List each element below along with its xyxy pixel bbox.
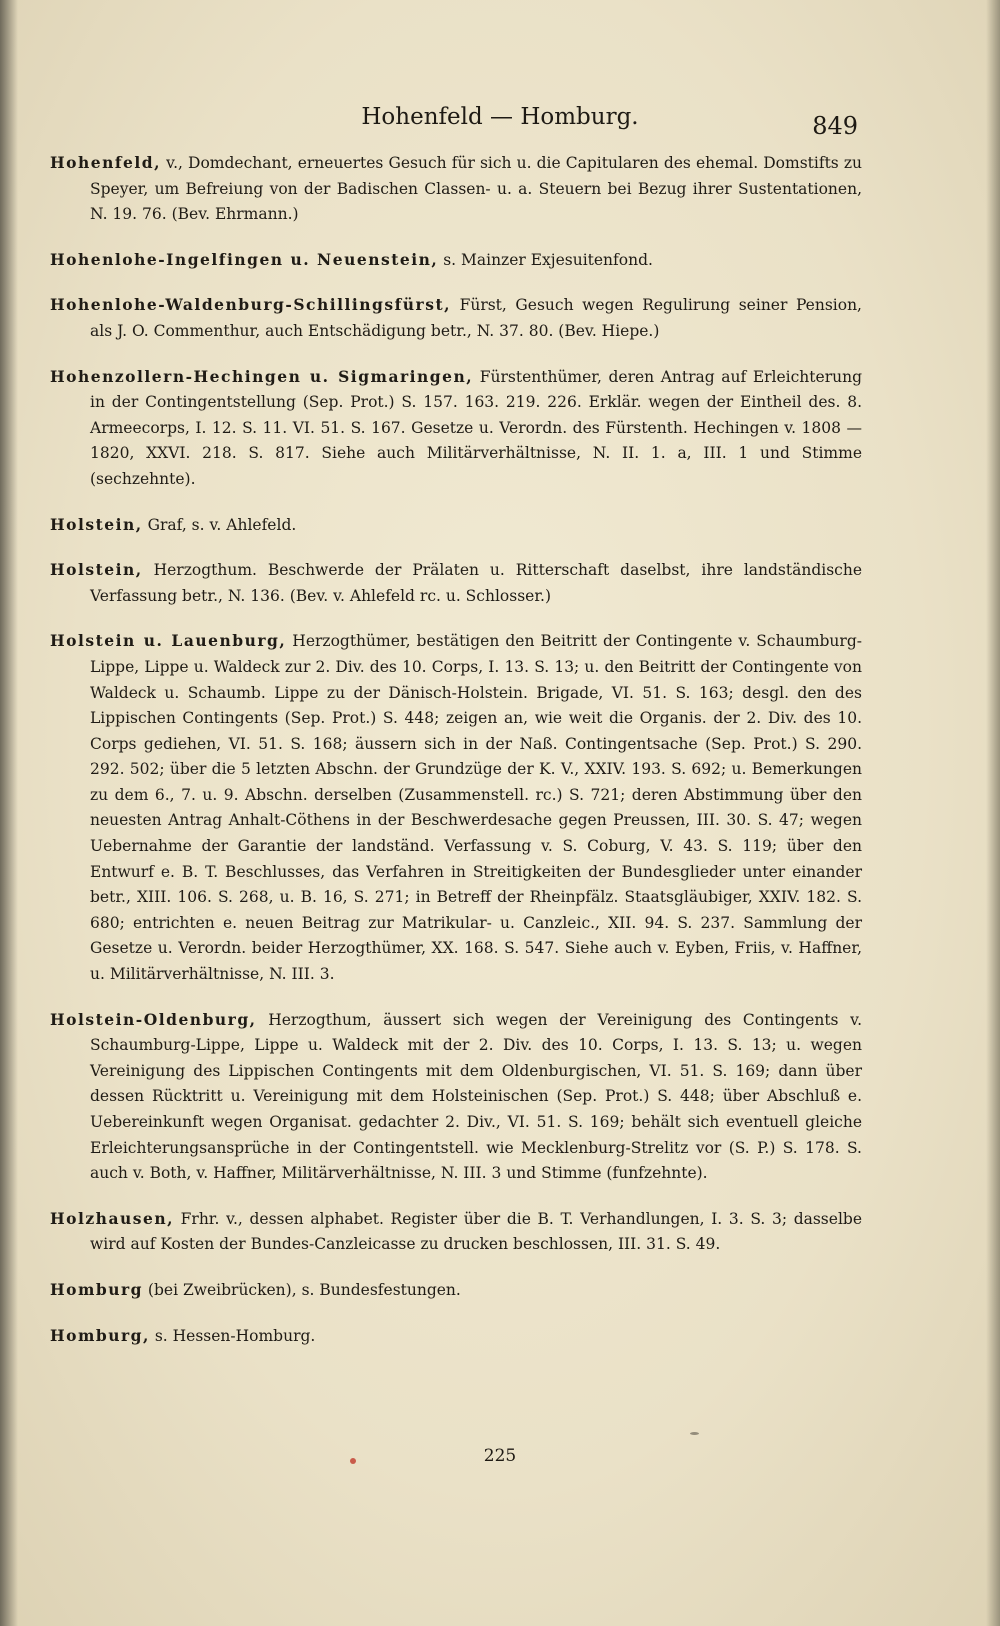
entry-heading: Holstein, [50,560,143,580]
index-entry [50,150,862,228]
entry-heading: Holstein-Oldenburg, [50,1009,257,1029]
index-entry [50,1323,862,1350]
entry-heading: Holzhausen, [50,1208,175,1228]
index-body [50,150,862,1368]
entry-heading: Hohenlohe-Ingelfingen u. Neuenstein, [50,249,439,269]
index-entry [50,292,862,344]
entry-text: Fürst, Gesuch wegen Regulirung seiner Pension, als J. O. Commenthur, auch Entschädigung betr., N. 37. 80. (Bev. Hiepe.) [90,296,862,340]
signature-mark: 225 [483,1446,517,1466]
entry-heading: Homburg [50,1279,143,1299]
entry-text: Frhr. v., dessen alphabet. Register über die B. T. Verhandlungen, I. 3. S. 3; dasselbe wird auf Kosten der Bundes-Canzleicasse zu drucken beschlossen, III. 31. S. 49. [90,1209,862,1254]
entry-text: Fürstenthümer, deren Antrag auf Erleichterung in der Contingentstellung (Sep. Prot.) S. 157. 163. 219. 226. Erklär. wegen der Eintheil des. 8. Armeecorps, I. 12. S. 11. VI. 51. S. 167. Gesetze u. Verordn. des Fürstenth. Hechingen v. 1808 — 1820, XXVI. 218. S. 817. Siehe auch Militärverhältnisse, N. II. 1. a, III. 1 und Stimme (sechzehnte). [90,367,862,488]
entry-text: v., Domdechant, erneuertes Gesuch für sich u. die Capitularen des ehemal. Domstifts zu Speyer, um Befreiung von der Badischen Classen- u. a. Steuern bei Bezug ihrer Sustentationen, N. 19. 76. (Bev. Ehrmann.) [90,154,862,224]
index-entry [50,1206,862,1258]
index-entry [50,1007,862,1187]
entry-heading: Hohenzollern-Hechingen u. Sigmaringen, [50,366,474,386]
entry-heading: Homburg, [50,1325,150,1345]
page-header [0,104,1000,144]
index-entry [50,512,862,539]
running-title: Hohenfeld — Homburg. [361,104,639,130]
index-entry [50,557,862,609]
entry-heading: Hohenfeld, [50,153,162,172]
entry-heading: Hohenlohe-Waldenburg-Schillingsfürst, [50,295,452,315]
index-entry [50,364,862,493]
page-number: 849 [812,112,858,140]
index-entry [50,1277,862,1304]
ink-spot [350,1458,356,1464]
entry-text: Herzogthum, äussert sich wegen der Vereinigung des Contingents v. Schaumburg-Lippe, Lippe u. Waldeck mit der 2. Div. des 10. Corps, I. 13. S. 13; u. wegen Vereinigung des Lippischen Contingents mit dem Oldenburgischen, VI. 51. S. 169; dann über dessen Rücktritt u. Vereinigung mit dem Holsteinischen (Sep. Prot.) S. 448; über Abschluß e. Uebereinkunft wegen Organisat. gedachter 2. Div., VI. 51. S. 169; behält sich eventuell gleiche Erleichterungsansprüche in der Contingentstell. wie Mecklenburg-Strelitz vor (S. P.) S. 178. S. auch v. Both, v. Haffner, Militärverhältnisse, N. III. 3 und Stimme (funfzehnte). [90,1010,862,1183]
entry-heading: Holstein u. Lauenburg, [50,631,287,651]
ink-spot [690,1432,699,1435]
entry-text: s. Hessen-Homburg. [149,1326,316,1345]
entry-text: Graf, s. v. Ahlefeld. [142,515,297,534]
entry-heading: Holstein, [50,514,143,534]
index-entry [50,628,862,987]
entry-text: Herzogthum. Beschwerde der Prälaten u. Ritterschaft daselbst, ihre landständische Verfassung betr., N. 136. (Bev. v. Ahlefeld rc. u. Schlosser.) [90,561,862,605]
entry-text: Herzogthümer, bestätigen den Beitritt der Contingente v. Schaumburg-Lippe, Lippe u. Waldeck zur 2. Div. des 10. Corps, I. 13. S. 13; u. den Beitritt der Contingente von Waldeck u. Schaumb. Lippe zu der Dänisch-Holstein. Brigade, VI. 51. S. 163; desgl. den des Lippischen Contingents (Sep. Prot.) S. 448; zeigen an, wie weit die Organis. der 2. Div. des 10. Corps gediehen, VI. 51. S. 168; äussern sich in der Naß. Contingentsache (Sep. Prot.) S. 290. 292. 502; über die 5 letzten Abschn. der Grundzüge der K. V., XXIV. 193. S. 692; u. Bemerkungen zu dem 6., 7. u. 9. Abschn. derselben (Zusammenstell. rc.) S. 721; deren Abstimmung über den neuesten Antrag Anhalt-Cöthens in der Beschwerdesache gegen Preussen, III. 30. S. 47; wegen Uebernahme der Garantie der landständ. Verfassung v. S. Coburg, V. 43. S. 119; über den Entwurf e. B. T. Beschlusses, das Verfahren in Streitigkeiten der Bundesglieder unter einander betr., XIII. 106. S. 268, u. B. 16, S. 271; in Betreff der Rheinpfälz. Staatsgläubiger, XXIV. 182. S. 680; entrichten e. neuen Beitrag zur Matrikular- u. Canzleic., XII. 94. S. 237. Sammlung der Gesetze u. Verordn. beider Herzogthümer, XX. 168. S. 547. Siehe auch v. Eyben, Friis, v. Haffner, u. Militärverhältnisse, N. III. 3. [90,632,862,984]
entry-text: (bei Zweibrücken), s. Bundesfestungen. [143,1280,461,1299]
entry-text: s. Mainzer Exjesuitenfond. [438,250,653,269]
index-entry [50,247,862,274]
